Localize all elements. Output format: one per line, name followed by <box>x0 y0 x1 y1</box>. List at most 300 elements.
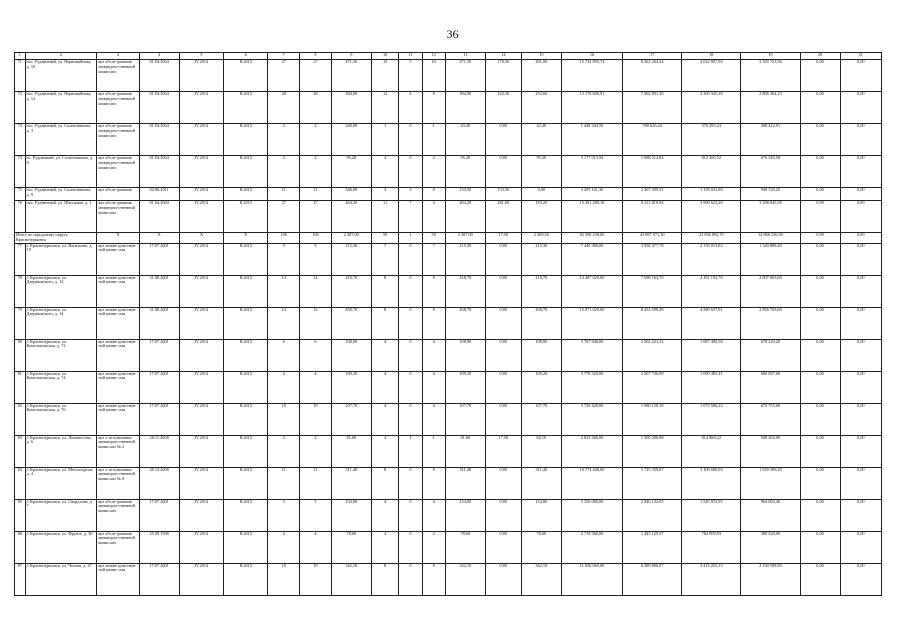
table-cell: IV.2014 <box>179 531 223 563</box>
column-number: 9 <box>331 53 371 60</box>
table-cell: 10 <box>422 60 445 92</box>
table-row <box>15 435 882 467</box>
table-cell: 0,00 <box>800 531 840 563</box>
total-cell: 2 369,50 <box>521 233 561 244</box>
table-cell: 0,00 <box>485 531 521 563</box>
table-cell: акт о за-ключении межведом-ственной комиссии № 2 <box>97 435 139 467</box>
table-row <box>15 371 882 403</box>
table-cell: 1 <box>399 435 422 467</box>
table-cell: 154,80 <box>521 499 561 531</box>
table-cell: 1 939 399,20 <box>741 467 800 499</box>
table-cell: 80 <box>15 339 26 371</box>
table-cell: 95,20 <box>331 156 371 188</box>
table-cell: 0,00 <box>800 201 840 233</box>
table-cell: IV.2014 <box>179 60 223 92</box>
total-cell: X <box>139 233 179 244</box>
table-cell: 6 <box>268 339 300 371</box>
table-cell: 1 090 485,41 <box>682 371 741 403</box>
table-cell: 4 <box>422 371 445 403</box>
table-cell: 7 449 380,00 <box>561 243 622 275</box>
table-cell: 2 <box>371 435 398 467</box>
table-cell: 64,10 <box>521 435 561 467</box>
table-cell: 0,00 <box>485 563 521 595</box>
table-cell: 342,10 <box>331 563 371 595</box>
table-cell: 31.08.2001 <box>139 275 179 307</box>
table-cell: 508 204,80 <box>741 435 800 467</box>
table-cell: 370 295,24 <box>682 124 741 156</box>
table-cell: 252,60 <box>521 92 561 124</box>
table-cell: 4 455 161,36 <box>561 188 622 201</box>
table-cell: 108,90 <box>331 339 371 371</box>
table-cell: 183,20 <box>521 201 561 233</box>
table-cell: 4 <box>371 499 398 531</box>
table-cell: 680 097,60 <box>741 371 800 403</box>
table-cell: 3 177 013,94 <box>561 156 622 188</box>
column-number: 8 <box>300 53 332 60</box>
table-cell: акт обсле-дования межведом-ственной комиссии <box>97 156 139 188</box>
column-number: 5 <box>179 53 223 60</box>
table-cell: 3 350 723,56 <box>741 60 800 92</box>
table-cell: 8 433 598,49 <box>623 307 682 339</box>
total-cell: 17,50 <box>485 233 521 244</box>
table-cell: 0,00 <box>840 201 881 233</box>
table-cell: г. Краснотурьинск, ул. Ломоносова, д. 6 <box>25 435 97 467</box>
column-number: 17 <box>623 53 682 60</box>
table-cell: 1 980 158,18 <box>623 403 682 435</box>
table-cell: 1 139 041,80 <box>682 188 741 201</box>
table-cell: г. Краснотурьинск, ул. Комсомольская, д. 72 <box>25 339 97 371</box>
table-cell: 0 <box>399 307 422 339</box>
table-cell: 11 <box>300 188 332 201</box>
table-cell: 27 <box>268 60 300 92</box>
table-cell: 13 178 600,91 <box>561 92 622 124</box>
total-label: Итого по городскому округу Краснотурьинск <box>15 233 97 244</box>
table-cell: 0,00 <box>800 563 840 595</box>
table-cell: 19 <box>268 403 300 435</box>
column-number: 3 <box>97 53 139 60</box>
table-cell: 311,40 <box>521 467 561 499</box>
table-cell: 2 <box>300 156 332 188</box>
table-cell: 489 520,80 <box>741 531 800 563</box>
table-cell: 311,40 <box>331 467 371 499</box>
table-cell: 14 <box>268 275 300 307</box>
table-cell: 19 <box>268 563 300 595</box>
table-cell: г. Краснотурьинск, ул. Комсомольская, д. 74 <box>25 371 97 403</box>
table-cell: 01.04.2004 <box>139 60 179 92</box>
table-cell: 0,00 <box>800 275 840 307</box>
table-cell: 2 <box>268 156 300 188</box>
table-cell: 11 <box>268 467 300 499</box>
table-cell: 87 <box>15 563 26 595</box>
table-cell: 27 <box>268 201 300 233</box>
table-cell: 83 <box>15 435 26 467</box>
column-number: 6 <box>224 53 268 60</box>
table-cell: 0,00 <box>485 124 521 156</box>
table-cell: 0,00 <box>485 403 521 435</box>
table-cell: 7 698 163,70 <box>623 275 682 307</box>
table-cell: 8 <box>422 275 445 307</box>
column-number: 1 <box>15 53 26 60</box>
table-cell: 418,70 <box>331 275 371 307</box>
table-cell: 464,20 <box>331 201 371 233</box>
table-cell: II.2015 <box>224 403 268 435</box>
table-cell: 3 <box>371 188 398 201</box>
table-cell: 2 607 663,60 <box>741 275 800 307</box>
table-cell: 4 <box>371 403 398 435</box>
table-row <box>15 243 882 275</box>
table-cell: 0 <box>399 275 422 307</box>
table-cell: 17,50 <box>485 435 521 467</box>
table-cell: 8 <box>422 563 445 595</box>
table-row <box>15 188 882 201</box>
table-cell: 142,30 <box>485 92 521 124</box>
total-cell: X <box>224 233 268 244</box>
column-number: 13 <box>445 53 485 60</box>
table-cell: 108,90 <box>521 339 561 371</box>
table-cell: акт межве-домствен-ной комис-сии <box>97 563 139 595</box>
table-cell: акт обсле-дования межведом-ственной комиссии <box>97 60 139 92</box>
table-cell: 8 <box>422 467 445 499</box>
table-cell: 12 <box>371 92 398 124</box>
table-cell: 0,00 <box>840 124 881 156</box>
table-cell: 4 181 192,70 <box>682 275 741 307</box>
table-cell: акт межве-домствен-ной комис-сии <box>97 275 139 307</box>
table-cell: 17.07.2001 <box>139 499 179 531</box>
table-cell: 76 <box>15 201 26 233</box>
table-cell: 1 545 852,95 <box>682 499 741 531</box>
column-number: 11 <box>399 53 422 60</box>
table-cell: 0,00 <box>800 124 840 156</box>
table-cell: 7 <box>371 243 398 275</box>
table-cell: 0,00 <box>800 467 840 499</box>
table-cell: 78,60 <box>445 531 485 563</box>
table-cell: 109,20 <box>521 371 561 403</box>
table-cell: 4 <box>300 531 332 563</box>
table-cell: 133,50 <box>485 188 521 201</box>
column-number: 16 <box>561 53 622 60</box>
table-cell: 812 260,52 <box>682 156 741 188</box>
table-cell: 676 540,58 <box>741 156 800 188</box>
table-cell: 2 150 013,82 <box>682 243 741 275</box>
column-number: 15 <box>521 53 561 60</box>
table-cell: 14 <box>300 275 332 307</box>
table-cell: 0,00 <box>840 307 881 339</box>
table-cell: 7 002 891,30 <box>623 92 682 124</box>
table-cell: 2 <box>422 156 445 188</box>
table-cell: 471,50 <box>331 60 371 92</box>
table-cell: 2 856 783,60 <box>741 307 800 339</box>
table-cell: 215,30 <box>445 243 485 275</box>
table-cell: 4 <box>422 201 445 233</box>
table-cell: 215,30 <box>521 243 561 275</box>
table-cell: 0 <box>399 371 422 403</box>
table-cell: 3 960 623,26 <box>682 201 741 233</box>
housing-program-table <box>14 52 882 596</box>
table-cell: г. Краснотурьинск, ул. Металлургов, д. 4 <box>25 467 97 499</box>
table-cell: 0,00 <box>800 307 840 339</box>
table-cell: 11 <box>300 467 332 499</box>
table-cell: II.2015 <box>224 243 268 275</box>
table-cell: акт о за-ключении межведом-ственной комиссии № 8 <box>97 467 139 499</box>
table-cell: IV.2014 <box>179 92 223 124</box>
table-cell: 0,00 <box>840 243 881 275</box>
table-cell: 86 <box>15 531 26 563</box>
total-cell: 0,00 <box>800 233 840 244</box>
table-cell: 342,10 <box>445 563 485 595</box>
table-cell: акт обсле-дования межведом-ственной комиссии <box>97 201 139 233</box>
table-cell: II.2015 <box>224 124 268 156</box>
column-number: 14 <box>485 53 521 60</box>
table-cell: 1 688 212,84 <box>623 156 682 188</box>
total-cell: 106 <box>268 233 300 244</box>
table-cell: акт обсле-дования межведом-ственной комиссии <box>97 92 139 124</box>
table-cell: г. Краснотурьинск, ул. Свердлова, д. 7 <box>25 499 97 531</box>
table-cell: 13 <box>268 307 300 339</box>
table-cell: 0,00 <box>840 60 881 92</box>
table-cell: акт межве-домствен-ной комис-сии <box>97 243 139 275</box>
table-cell: пос. Рудничный, ул. Солнечникова, д. 3 <box>25 124 97 156</box>
table-cell: 784 909,83 <box>682 531 741 563</box>
table-cell: 4 <box>371 339 398 371</box>
table-cell: 17.07.2001 <box>139 403 179 435</box>
table-cell: 2 <box>371 531 398 563</box>
table-cell: 670 755,60 <box>741 403 800 435</box>
table-cell: 43,40 <box>445 124 485 156</box>
table-cell: 2 823 360,00 <box>561 435 622 467</box>
table-cell: 25.09.1998 <box>139 531 179 563</box>
table-cell: 7 <box>422 243 445 275</box>
table-cell: 418,70 <box>445 275 485 307</box>
table-cell: 2 <box>268 435 300 467</box>
table-cell: 394,90 <box>445 92 485 124</box>
total-cell: 14 866 236,00 <box>741 233 800 244</box>
table-cell: 28 <box>300 92 332 124</box>
table-cell: 2 367 399,31 <box>623 188 682 201</box>
table-cell: 0,00 <box>840 156 881 188</box>
table-cell: 107,70 <box>445 403 485 435</box>
table-row <box>15 60 882 92</box>
table-cell: IV.2014 <box>179 307 223 339</box>
table-cell: II.2015 <box>224 275 268 307</box>
table-cell: 8 <box>371 275 398 307</box>
table-cell: 26.11.2008 <box>139 435 179 467</box>
table-cell: 8 231 810,94 <box>623 201 682 233</box>
table-cell: 19 <box>300 563 332 595</box>
table-cell: 281,00 <box>485 201 521 233</box>
table-cell: 0,00 <box>485 467 521 499</box>
table-cell: г. Краснотурьинск, ул. Дзержинского, д. 14 <box>25 307 97 339</box>
table-cell: 0,00 <box>840 92 881 124</box>
table-cell: 9 <box>268 243 300 275</box>
table-cell: 0,00 <box>800 371 840 403</box>
total-cell: 1 <box>399 233 422 244</box>
table-body <box>15 60 882 596</box>
table-row <box>15 339 882 371</box>
table-cell: акт обсле-дования межведом-ственной комиссии <box>97 499 139 531</box>
table-cell: 418,70 <box>521 275 561 307</box>
table-cell: 01.04.2004 <box>139 156 179 188</box>
table-cell: IV.2014 <box>179 188 223 201</box>
table-cell: 72 <box>15 92 26 124</box>
table-cell: IV.2014 <box>179 563 223 595</box>
table-cell: 3 767 940,00 <box>561 339 622 371</box>
total-cell: 2 387,00 <box>331 233 371 244</box>
table-cell: 0,00 <box>800 60 840 92</box>
table-cell: 340,00 <box>331 124 371 156</box>
table-cell: 458,70 <box>331 307 371 339</box>
table-cell: 458,70 <box>445 307 485 339</box>
table-cell: 4 <box>399 92 422 124</box>
table-cell: акт межве-домствен-ной комис-сии <box>97 339 139 371</box>
table-cell: 19 <box>300 403 332 435</box>
table-cell: 1 340 888,40 <box>741 243 800 275</box>
table-cell: акт межве-домствен-ной комис-сии <box>97 371 139 403</box>
table-cell: 0,00 <box>840 339 881 371</box>
table-cell: 14 487 020,00 <box>561 275 622 307</box>
table-cell: IV.2014 <box>179 243 223 275</box>
table-cell: 154,80 <box>445 499 485 531</box>
column-number: 21 <box>840 53 881 60</box>
table-cell: 27 <box>300 201 332 233</box>
table-cell: 8 <box>422 307 445 339</box>
table-cell: 15 <box>371 60 398 92</box>
table-cell: 394,90 <box>331 92 371 124</box>
table-cell: 84 <box>15 467 26 499</box>
table-cell: IV.2014 <box>179 467 223 499</box>
table-cell: 215,30 <box>331 243 371 275</box>
table-cell: 4 <box>268 531 300 563</box>
total-cell: 59 <box>371 233 398 244</box>
table-cell: 471,50 <box>445 60 485 92</box>
table-cell: 9 <box>300 243 332 275</box>
table-cell: 4 <box>371 371 398 403</box>
table-row <box>15 201 882 233</box>
table-cell: 0,00 <box>840 403 881 435</box>
table-cell: 4 022 907,94 <box>682 60 741 92</box>
table-cell: 0,00 <box>800 156 840 188</box>
table-cell: 1 445 129,37 <box>623 531 682 563</box>
table-cell: 81,60 <box>331 435 371 467</box>
table-cell: II.2015 <box>224 92 268 124</box>
table-cell: пос. Рудничный, ул. Школьная, д. 1 <box>25 201 97 233</box>
table-cell: 769 626,44 <box>623 124 682 156</box>
table-cell: II.2015 <box>224 531 268 563</box>
table-cell: 458,70 <box>521 307 561 339</box>
table-cell: II.2015 <box>224 435 268 467</box>
table-row <box>15 563 882 595</box>
table-cell: 0,00 <box>840 435 881 467</box>
table-cell: пос. Рудничный, ул. Солнечникова, д. 9 <box>25 188 97 201</box>
column-number: 20 <box>800 53 840 60</box>
table-cell: 0,00 <box>840 371 881 403</box>
table-cell: 7 <box>399 201 422 233</box>
table-cell: 81 <box>15 371 26 403</box>
table-cell: 0,00 <box>800 188 840 201</box>
table-cell: 108,90 <box>445 339 485 371</box>
table-cell: 0 <box>399 499 422 531</box>
table-cell: 01.04.2004 <box>139 124 179 156</box>
table-cell: 1 448 344,59 <box>561 124 622 156</box>
table-cell: 95,20 <box>521 156 561 188</box>
table-cell: 0,00 <box>840 499 881 531</box>
table-cell: 3 416 255,13 <box>682 563 741 595</box>
table-cell: 17.07.2001 <box>139 243 179 275</box>
table-cell: 2 719 560,00 <box>561 531 622 563</box>
table-cell: 2 <box>300 124 332 156</box>
table-cell: 0,00 <box>800 339 840 371</box>
table-cell: 107,70 <box>331 403 371 435</box>
table-cell: IV.2014 <box>179 156 223 188</box>
table-cell: 15 734 895,74 <box>561 60 622 92</box>
table-cell: IV.2014 <box>179 201 223 233</box>
table-cell: 308 422,91 <box>741 124 800 156</box>
table-cell: 5 <box>268 499 300 531</box>
table-cell: 948 720,25 <box>741 188 800 201</box>
table-cell: 4 <box>422 499 445 531</box>
table-cell: 02.06.2011 <box>139 188 179 201</box>
table-cell: 2 <box>371 156 398 188</box>
total-cell: 23 836 892,70 <box>682 233 741 244</box>
table-cell: пос. Рудничный, ул. Первомайская, д. 12 <box>25 92 97 124</box>
column-number: 2 <box>25 53 97 60</box>
table-cell: 3 958 477,78 <box>623 243 682 275</box>
table-row <box>15 156 882 188</box>
total-cell: X <box>179 233 223 244</box>
housing-program-table-sheet <box>14 52 882 596</box>
table-cell: 95,20 <box>445 156 485 188</box>
table-cell: 13 <box>300 307 332 339</box>
table-cell: 6 289 806,07 <box>623 563 682 595</box>
table-cell: 17.07.2001 <box>139 371 179 403</box>
table-cell: II.2015 <box>224 467 268 499</box>
total-cell: 82 590 230,00 <box>561 233 622 244</box>
table-cell: г. Краснотурьинск, ул. Дзержинского, д. 12 <box>25 275 97 307</box>
table-cell: 8 <box>371 563 398 595</box>
table-cell: 3 <box>399 188 422 201</box>
table-cell: 0 <box>399 563 422 595</box>
table-cell: 11 <box>268 188 300 201</box>
table-cell: 0,00 <box>485 499 521 531</box>
table-row <box>15 307 882 339</box>
table-cell: 1 <box>371 124 398 156</box>
table-cell: 85 <box>15 499 26 531</box>
table-cell: 1 075 506,22 <box>682 403 741 435</box>
table-cell: 8 <box>422 92 445 124</box>
table-cell: 81,60 <box>445 435 485 467</box>
table-cell: 0 <box>399 124 422 156</box>
table-cell: II.2015 <box>224 339 268 371</box>
total-cell: 43 887 071,30 <box>623 233 682 244</box>
table-cell: 4 <box>422 339 445 371</box>
table-cell: 28.12.2008 <box>139 467 179 499</box>
table-cell: II.2015 <box>224 60 268 92</box>
table-cell: 17.07.2001 <box>139 563 179 595</box>
table-cell: 15 491 280,18 <box>561 201 622 233</box>
table-cell: 3 778 320,00 <box>561 371 622 403</box>
table-cell: 3 369 345,28 <box>682 92 741 124</box>
table-cell: IV.2014 <box>179 403 223 435</box>
column-number: 18 <box>682 53 741 60</box>
table-cell: 170,50 <box>485 60 521 92</box>
table-row <box>15 467 882 499</box>
table-cell: 964 094,40 <box>741 499 800 531</box>
table-cell: 82 <box>15 403 26 435</box>
table-cell: 0,00 <box>485 307 521 339</box>
table-cell: 77 <box>15 243 26 275</box>
table-cell: 15 871 020,00 <box>561 307 622 339</box>
table-cell: 0 <box>399 467 422 499</box>
table-cell: 2 806 364,23 <box>741 92 800 124</box>
